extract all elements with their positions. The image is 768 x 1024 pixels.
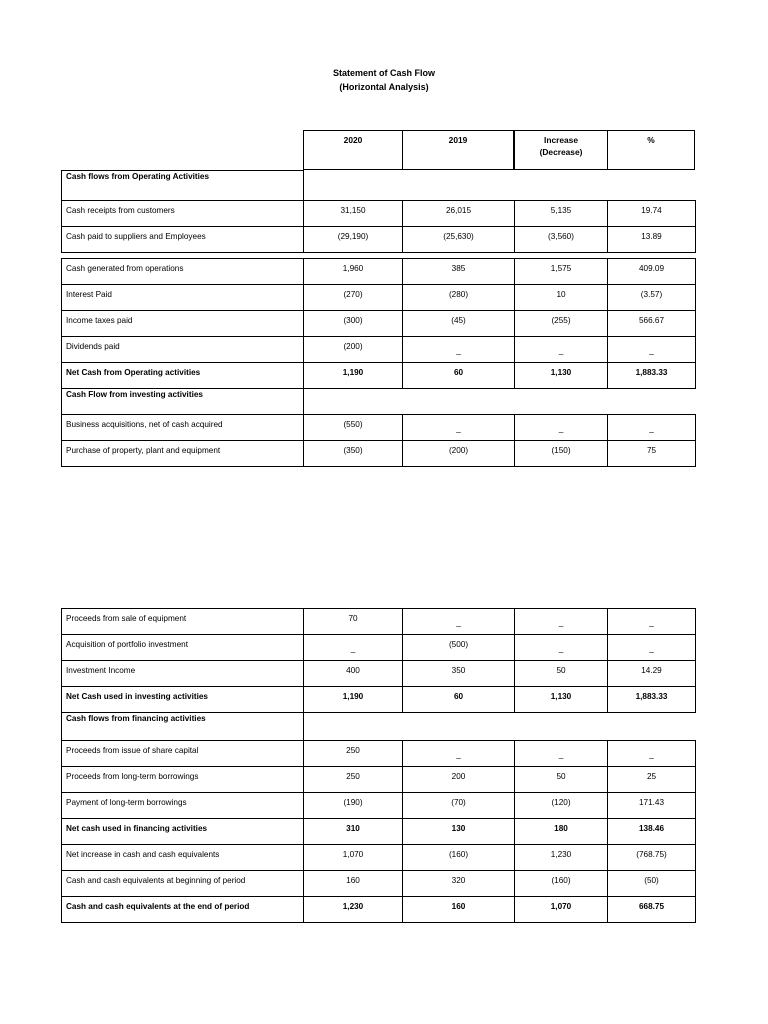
value-2019: (70) — [451, 798, 466, 807]
value-change-cell — [514, 634, 608, 661]
value-2020-cell — [303, 336, 403, 363]
value-change: (3,560) — [548, 232, 574, 241]
value-pct: 13.89 — [641, 232, 662, 241]
value-2019-cell — [402, 660, 515, 687]
document-title — [284, 66, 484, 94]
value-2019-cell — [402, 200, 515, 227]
value-2020: (200) — [343, 342, 363, 351]
value-change-cell — [514, 660, 608, 687]
row-label: Net increase in cash and cash equivalents — [66, 850, 220, 859]
value-2020-cell — [303, 896, 403, 923]
value-pct-cell — [607, 200, 696, 227]
rows_bottom-label-cell — [61, 870, 304, 897]
value-pct-cell — [607, 362, 696, 389]
rows_top-label-cell — [61, 388, 304, 415]
value-change-cell — [514, 226, 608, 253]
rows_bottom-label-cell — [61, 712, 304, 741]
value-change-cell — [514, 844, 608, 871]
rows_bottom-label-cell — [61, 792, 304, 819]
row-label: Investment Income — [66, 666, 136, 675]
value-change: 50 — [556, 666, 566, 675]
value-2020-cell — [303, 200, 403, 227]
row-label: Cash and cash equivalents at beginning of period — [66, 876, 246, 885]
value-2019-cell — [402, 686, 515, 713]
value-2020-cell — [303, 226, 403, 253]
value-2020-cell — [303, 414, 403, 441]
header-2019: 2019 — [448, 135, 468, 145]
rows_bottom-label-cell — [61, 896, 304, 923]
value-change-cell — [514, 440, 608, 467]
value-2020-cell — [303, 870, 403, 897]
rows_bottom-label-cell — [61, 608, 304, 635]
value-pct: 1,883.33 — [635, 368, 668, 377]
value-change-cell — [514, 686, 608, 713]
header-2020-cell — [303, 130, 403, 170]
header-2020: 2020 — [343, 135, 363, 145]
value-change: (150) — [551, 446, 571, 455]
value-pct: _ — [649, 346, 654, 355]
row-label: Business acquisitions, net of cash acquired — [66, 420, 223, 429]
value-2020: 1,190 — [342, 368, 364, 377]
value-2019-cell — [402, 844, 515, 871]
rows_bottom-label-cell — [61, 844, 304, 871]
header-increase: Increase — [544, 135, 578, 145]
row-label: Income taxes paid — [66, 316, 133, 325]
rows_top-label-cell — [61, 440, 304, 467]
value-pct-cell — [607, 258, 696, 285]
section-heading: Cash Flow from investing activities — [66, 390, 203, 399]
section-spacer — [303, 170, 695, 201]
rows_bottom-label-cell — [61, 660, 304, 687]
value-pct-cell — [607, 792, 696, 819]
row-label: Purchase of property, plant and equipment — [66, 446, 221, 455]
value-pct: 1,883.33 — [635, 692, 668, 701]
value-2020-cell — [303, 818, 403, 845]
value-2019: (45) — [451, 316, 466, 325]
value-pct-cell — [607, 226, 696, 253]
value-2019: 350 — [451, 666, 466, 675]
value-2019: (160) — [448, 850, 469, 859]
value-2020: 1,190 — [342, 692, 364, 701]
value-pct-cell — [607, 818, 696, 845]
value-2020-cell — [303, 608, 403, 635]
value-2019: 385 — [451, 264, 466, 273]
title-line-2: (Horizontal Analysis) — [339, 82, 429, 92]
value-pct: (3.57) — [640, 290, 663, 299]
value-change: 180 — [554, 824, 568, 833]
value-pct: 19.74 — [641, 206, 662, 215]
title-line-1: Statement of Cash Flow — [332, 68, 435, 78]
row-label: Payment of long-term borrowings — [66, 798, 187, 807]
value-change-cell — [514, 284, 608, 311]
value-change: 50 — [556, 772, 566, 781]
value-pct-cell — [607, 660, 696, 687]
value-pct-cell — [607, 766, 696, 793]
row-label: Cash paid to suppliers and Employees — [66, 232, 206, 241]
row-label: Proceeds from issue of share capital — [66, 746, 199, 755]
value-2020-cell — [303, 844, 403, 871]
value-pct: 171.43 — [638, 798, 665, 807]
value-change: _ — [558, 750, 564, 759]
value-2020: (350) — [343, 446, 363, 455]
value-2020: (190) — [343, 798, 363, 807]
value-2020-cell — [303, 792, 403, 819]
value-2019-cell — [402, 226, 515, 253]
row-label: Interest Paid — [66, 290, 112, 299]
value-change: 1,130 — [550, 368, 572, 377]
value-2019: (280) — [448, 290, 469, 299]
value-2019-cell — [402, 440, 515, 467]
value-pct-cell — [607, 686, 696, 713]
header-pct-cell — [607, 130, 695, 170]
value-pct: (768.75) — [636, 850, 667, 859]
rows_top-label-cell — [61, 284, 304, 311]
row-label: Net cash used in financing activities — [66, 824, 208, 833]
value-pct-cell — [607, 440, 696, 467]
value-2020-cell — [303, 740, 403, 767]
row-label: Acquisition of portfolio investment — [66, 640, 188, 649]
value-pct-cell — [607, 608, 696, 635]
value-change-cell — [514, 896, 608, 923]
value-change-cell — [514, 310, 608, 337]
rows_top-label-cell — [61, 362, 304, 389]
value-change-cell — [514, 258, 608, 285]
value-change: (255) — [551, 316, 571, 325]
value-2020: (300) — [343, 316, 363, 325]
value-2020: _ — [350, 644, 356, 653]
value-change-cell — [514, 870, 608, 897]
value-2019-cell — [402, 818, 515, 845]
value-pct-cell — [607, 844, 696, 871]
value-pct-cell — [607, 284, 696, 311]
value-2020-cell — [303, 310, 403, 337]
value-2020-cell — [303, 660, 403, 687]
value-change: (120) — [551, 798, 571, 807]
rows_top-label-cell — [61, 170, 304, 201]
value-2019-cell — [402, 336, 515, 363]
value-2019-cell — [402, 310, 515, 337]
value-2019-cell — [402, 792, 515, 819]
value-2019-cell — [402, 258, 515, 285]
value-2019: 160 — [451, 902, 466, 911]
value-change-cell — [514, 740, 608, 767]
value-2020-cell — [303, 284, 403, 311]
value-2019-cell — [402, 414, 515, 441]
header-change-cell — [514, 130, 608, 170]
rows_top-label-cell — [61, 200, 304, 227]
value-2020: 1,230 — [342, 902, 364, 911]
value-pct: 409.09 — [638, 264, 665, 273]
value-pct-cell — [607, 336, 696, 363]
value-pct-cell — [607, 870, 696, 897]
value-2020: (270) — [343, 290, 363, 299]
value-pct: _ — [649, 644, 654, 653]
value-pct-cell — [607, 414, 696, 441]
value-2019: _ — [456, 618, 461, 627]
value-2019: _ — [456, 750, 461, 759]
value-pct: _ — [649, 618, 654, 627]
value-pct: 566.67 — [638, 316, 665, 325]
value-2019: 200 — [451, 772, 466, 781]
rows_top-label-cell — [61, 414, 304, 441]
value-pct: 25 — [646, 772, 657, 781]
value-2020: 1,960 — [342, 264, 364, 273]
value-change: 1,070 — [550, 902, 572, 911]
value-2019-cell — [402, 634, 515, 661]
value-2020: 160 — [346, 876, 360, 885]
value-2020: 1,070 — [342, 850, 364, 859]
value-2019-cell — [402, 870, 515, 897]
value-2019: (25,630) — [443, 232, 474, 241]
value-2020: 31,150 — [340, 206, 366, 215]
rows_bottom-label-cell — [61, 634, 304, 661]
value-2020-cell — [303, 258, 403, 285]
row-label: Cash receipts from customers — [66, 206, 175, 215]
value-change: _ — [558, 424, 564, 433]
value-change-cell — [514, 414, 608, 441]
row-label: Net Cash from Operating activities — [66, 368, 201, 377]
row-label: Dividends paid — [66, 342, 120, 351]
rows_bottom-label-cell — [61, 740, 304, 767]
value-change: _ — [558, 346, 564, 355]
section-spacer — [303, 388, 695, 415]
value-2019-cell — [402, 608, 515, 635]
rows_bottom-label-cell — [61, 686, 304, 713]
value-change-cell — [514, 608, 608, 635]
value-pct: _ — [649, 750, 654, 759]
row-label: Cash and cash equivalents at the end of period — [66, 902, 250, 911]
section-spacer — [303, 712, 695, 741]
value-pct-cell — [607, 310, 696, 337]
value-pct-cell — [607, 896, 696, 923]
value-2020: 310 — [346, 824, 360, 833]
value-change: _ — [558, 618, 564, 627]
value-change: 1,230 — [550, 850, 572, 859]
value-2019: (500) — [448, 640, 469, 649]
row-label: Proceeds from sale of equipment — [66, 614, 187, 623]
value-pct-cell — [607, 634, 696, 661]
value-change-cell — [514, 362, 608, 389]
row-label: Net Cash used in investing activities — [66, 692, 208, 701]
value-2019: _ — [456, 424, 461, 433]
section-heading: Cash flows from financing activities — [66, 714, 206, 723]
value-2019: 320 — [451, 876, 466, 885]
header-2019-cell — [402, 130, 514, 170]
value-2019: 130 — [451, 824, 466, 833]
value-2020: 70 — [348, 614, 358, 623]
value-change: 1,130 — [550, 692, 572, 701]
value-change: 1,575 — [550, 264, 572, 273]
value-2020-cell — [303, 766, 403, 793]
value-2019-cell — [402, 766, 515, 793]
rows_top-label-cell — [61, 336, 304, 363]
value-2020: 250 — [346, 772, 360, 781]
value-pct-cell — [607, 740, 696, 767]
value-pct: 138.46 — [638, 824, 665, 833]
value-change-cell — [514, 792, 608, 819]
value-change-cell — [514, 336, 608, 363]
value-change: (160) — [551, 876, 571, 885]
value-2020-cell — [303, 634, 403, 661]
row-label: Proceeds from long-term borrowings — [66, 772, 199, 781]
rows_top-label-cell — [61, 258, 304, 285]
value-pct: 75 — [646, 446, 657, 455]
header-pct: % — [647, 135, 655, 145]
rows_bottom-label-cell — [61, 818, 304, 845]
value-2020-cell — [303, 686, 403, 713]
value-2020: (29,190) — [337, 232, 369, 241]
value-2019: (200) — [448, 446, 469, 455]
value-2019-cell — [402, 740, 515, 767]
value-2020: 400 — [346, 666, 360, 675]
value-2019: 60 — [453, 368, 464, 377]
value-pct: _ — [649, 424, 654, 433]
row-label: Cash generated from operations — [66, 264, 184, 273]
value-2020-cell — [303, 440, 403, 467]
value-2019-cell — [402, 284, 515, 311]
value-2019-cell — [402, 896, 515, 923]
value-2020-cell — [303, 362, 403, 389]
rows_top-label-cell — [61, 310, 304, 337]
value-change: _ — [558, 644, 564, 653]
header-decrease: (Decrease) — [539, 147, 583, 157]
value-change: 5,135 — [550, 206, 572, 215]
value-pct: 668.75 — [638, 902, 665, 911]
value-change: 10 — [556, 290, 566, 299]
value-change-cell — [514, 818, 608, 845]
value-pct: (50) — [644, 876, 659, 885]
value-2019: _ — [456, 346, 461, 355]
value-2019-cell — [402, 362, 515, 389]
value-2020: (550) — [343, 420, 363, 429]
value-change-cell — [514, 200, 608, 227]
value-2019: 60 — [453, 692, 464, 701]
rows_bottom-label-cell — [61, 766, 304, 793]
value-pct: 14.29 — [641, 666, 662, 675]
rows_top-label-cell — [61, 226, 304, 253]
value-2020: 250 — [346, 746, 360, 755]
section-heading: Cash flows from Operating Activities — [66, 172, 210, 181]
value-2019: 26,015 — [445, 206, 472, 215]
value-change-cell — [514, 766, 608, 793]
